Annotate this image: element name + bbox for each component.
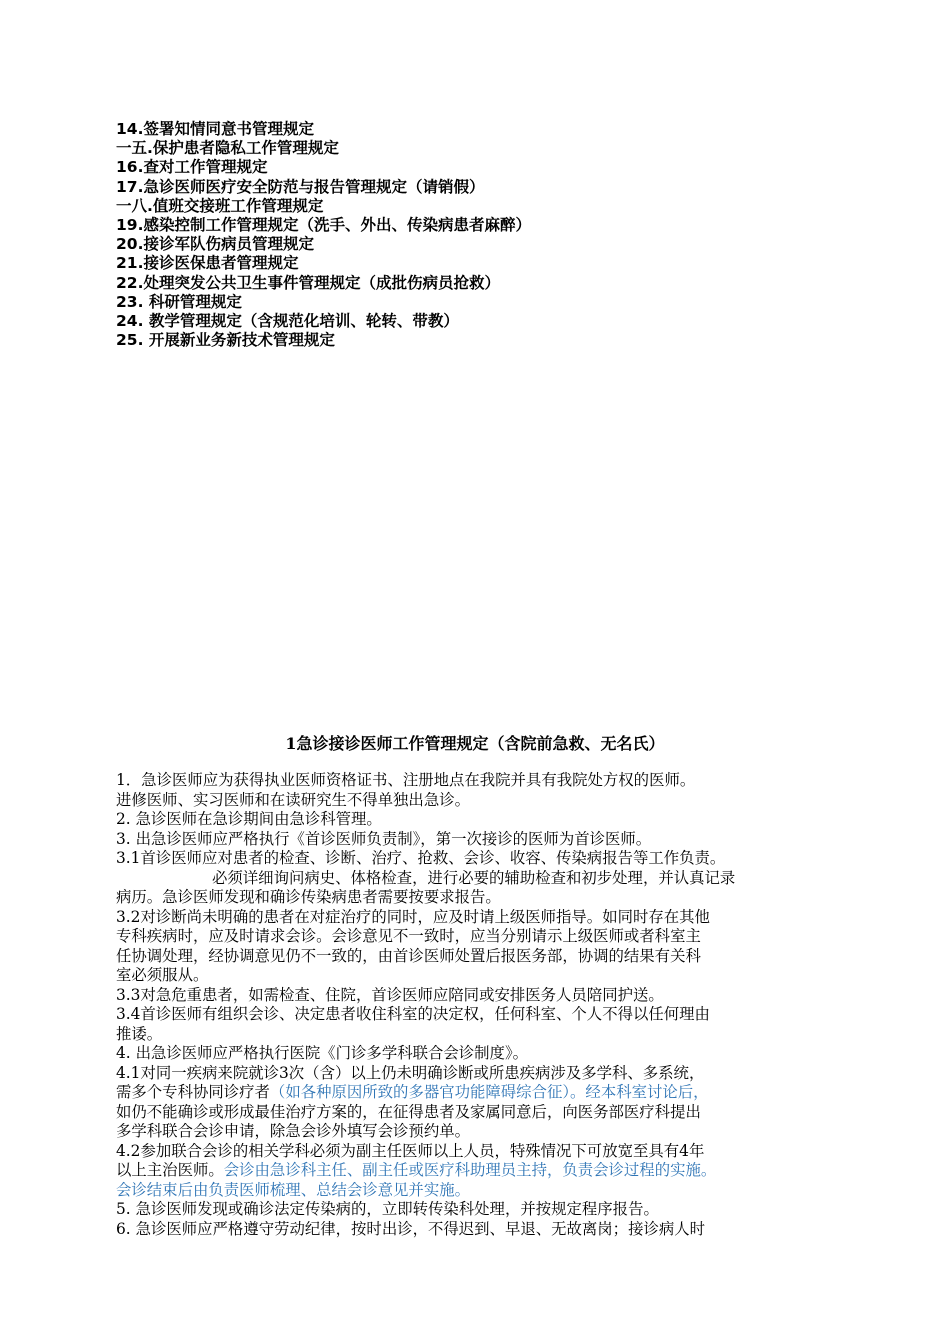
list-item: 17.急诊医师医疗安全防范与报告管理规定（请销假） [116,177,485,196]
body-line: 室必须服从。 [116,966,209,984]
body-line [116,1083,876,1103]
list-item: 一五.保护患者隐私工作管理规定 [116,139,339,158]
body-line: 5. 急诊医师发现或确诊法定传染病的，立即转传染科处理，并按规定程序报告。 [116,1200,659,1218]
list-item: 20.接诊军队伤病员管理规定 [116,235,314,254]
body-line: 3.2对诊断尚未明确的患者在对症治疗的同时，应及时请上级医师指导。如同时存在其他 [116,907,710,926]
list-item: 23. 科研管理规定 [116,292,242,311]
body-line: 4.2参加联合会诊的相关学科必须为副主任医师以上人员，特殊情况下可放宽至具有4年 [116,1141,705,1160]
body-line: 3.3对急危重患者，如需检查、住院，首诊医师应陪同或安排医务人员陪同护送。 [116,985,664,1004]
list-item: 25. 开展新业务新技术管理规定 [116,331,335,350]
list-item: 21.接诊医保患者管理规定 [116,254,299,273]
section-body [116,771,876,1239]
body-line: 2. 急诊医师在急诊期间由急诊科管理。 [116,810,382,828]
highlighted-text: 会诊由急诊科主任、副主任或医疗科助理员主持，负责会诊过程的实施。 [223,1161,717,1179]
body-line: 任协调处理，经协调意见仍不一致的，由首诊医师处置后报医务部，协调的结果有关科 [116,946,701,965]
list-item: 22.处理突发公共卫生事件管理规定（成批伤病员抢救） [116,273,500,292]
body-line: 推诿。 [116,1024,163,1043]
list-item: 16.查对工作管理规定 [116,158,268,177]
list-item: 24. 教学管理规定（含规范化培训、轮转、带教） [116,312,459,331]
body-line: 多学科联合会诊申请，除急会诊外填写会诊预约单。 [116,1122,470,1140]
body-line: 必须详细询问病史、体格检查，进行必要的辅助检查和初步处理，并认真记录 [212,868,736,887]
body-line: 1．急诊医师应为获得执业医师资格证书、注册地点在我院并具有我院处方权的医师。 [116,771,696,789]
body-line: 3.4首诊医师有组织会诊、决定患者收住科室的决定权，任何科室、个人不得以任何理由 [116,1005,710,1023]
list-item: 14.签署知情同意书管理规定 [116,120,314,138]
section-title: 1急诊接诊医师工作管理规定（含院前急救、无名氏） [285,734,665,753]
body-text: 需多个专科协同诊疗者 [116,1083,270,1101]
list-item: 19.感染控制工作管理规定（洗手、外出、传染病患者麻醉） [116,216,531,235]
body-line: 会诊结束后由负责医师梳理、总结会诊意见并实施。 [116,1180,470,1199]
body-line: 进修医师、实习医师和在读研究生不得单独出急诊。 [116,790,470,809]
body-line: 4.1对同一疾病来院就诊3次（含）以上仍未明确诊断或所患疾病涉及多学科、多系统， [116,1063,705,1082]
body-line [116,1161,876,1181]
list-item: 一八.值班交接班工作管理规定 [116,196,324,215]
body-line: 如仍不能确诊或形成最佳治疗方案的，在征得患者及家属同意后，向医务部医疗科提出 [116,1102,701,1121]
body-text: 以上主治医师。 [116,1161,224,1179]
body-line: 3. 出急诊医师应严格执行《首诊医师负责制》，第一次接诊的医师为首诊医师。 [116,829,652,848]
body-line: 病历。急诊医师发现和确诊传染病患者需要按要求报告。 [116,888,501,906]
body-line: 6. 急诊医师应严格遵守劳动纪律，按时出诊，不得迟到、早退、无故离岗；接诊病人时 [116,1219,706,1238]
body-line: 3.1首诊医师应对患者的检查、诊断、治疗、抢救、会诊、收容、传染病报告等工作负责。 [116,849,726,867]
body-line: 4. 出急诊医师应严格执行医院《门诊多学科联合会诊制度》。 [116,1044,529,1062]
regulation-list [116,120,876,350]
body-line: 专科疾病时，应及时请求会诊。会诊意见不一致时，应当分别请示上级医师或者科室主 [116,927,701,945]
highlighted-text: （如各种原因所致的多器官功能障碍综合征）。经本科室讨论后， [269,1083,709,1101]
